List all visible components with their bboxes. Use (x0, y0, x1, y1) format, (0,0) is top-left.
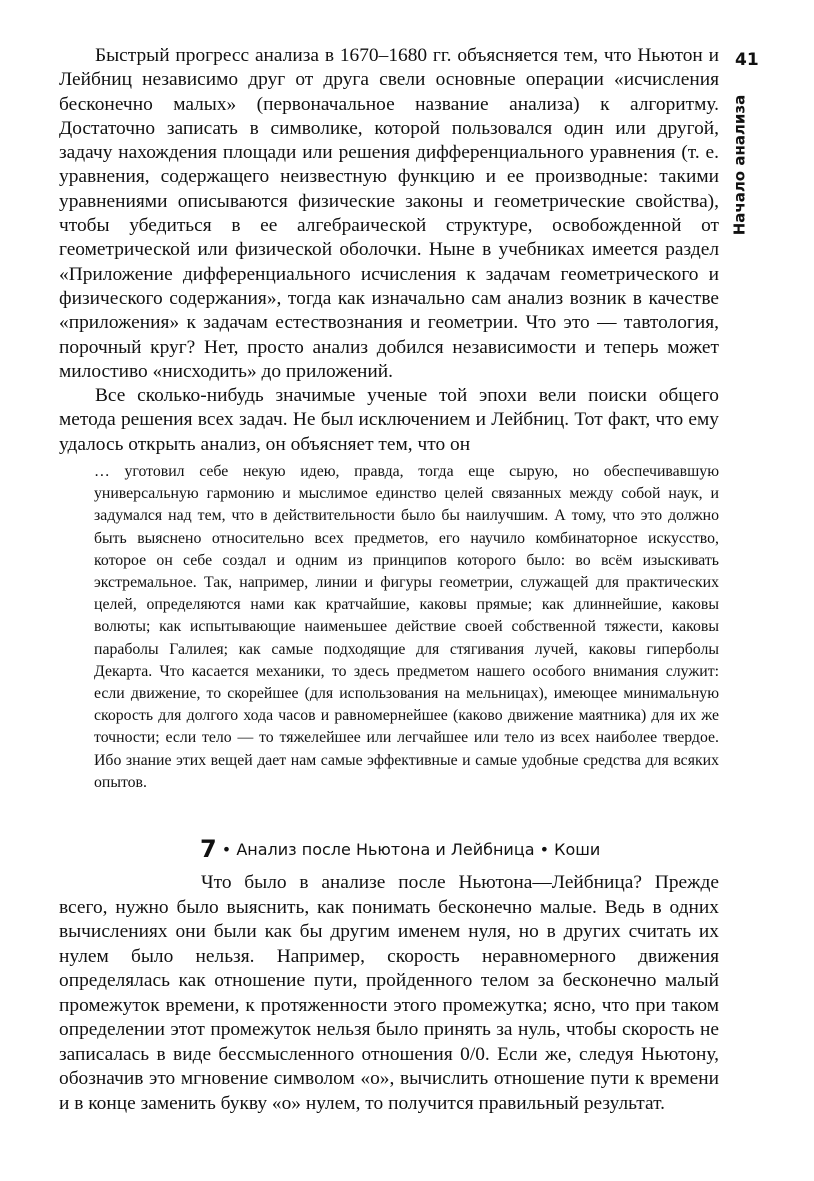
block-quote: … уготовил себе некую идею, правда, тогда еще сырую, но обеспечивавшую универсальную гармонию и мыслимое единство целей связанных между собой наук, и задумался над тем, что в действительности было бы наилучшим. А тому, что это должно быть выяснено относительно всех предметов, его научило комбинаторное искусство, которое он себе создал и одним из принципов которого было: во всём изыскивать экстремальное. Так, например, линии и фигуры геометрии, служащей для практических целей, определяются нами как кратчайшие, каковы прямые; как длиннейшие, каковы волюты; как испытывающие наименьшее действие своей собственной тяжести, каковы параболы Галилея; как самые подходящие для стягивания лучей, каковы гиперболы Декарта. Что касается механики, то здесь предметом нашего особого внимания служит: если движение, то скорейшее (для использования на мельницах), имеющее минимальную скорость для долгого хода часов и равномернейшее (каково движение маятника) для их же точности; если тело — то тяжелейшее или легчайшее или тело из всех наиболее твердое. Ибо знание этих вещей дает нам самые эффективные и самые удобные средства для всяких опытов. (94, 463, 719, 791)
main-text (59, 44, 719, 457)
section-body (59, 871, 719, 1116)
page-number: 41 (735, 50, 759, 70)
running-head-label: Начало анализа (730, 94, 748, 236)
section-title: • Анализ после Ньютона и Лейбница • Коши (221, 840, 601, 859)
section-heading (200, 835, 600, 863)
section-number: 7 (200, 835, 217, 863)
paragraph: Быстрый прогресс анализа в 1670–1680 гг. объясняется тем, что Ньютон и Лейбниц независимо друг от друга свели основные операции «исчисления бесконечно малых» (первоначальное название анализа) к алгоритму. Достаточно записать в символике, которой пользовался один или другой, задачу нахождения площади или решения дифференциального уравнения (т. е. уравнения, содержащего неизвестную функцию и ее производные: такими уравнениями описываются физические законы и геометрические свойства), чтобы убедиться в ее алгебраической структуре, освобожденной от геометрической или физической оболочки. Ныне в учебниках имеется раздел «Приложение дифференциального исчисления к задачам геометрического и физического содержания», тогда как изначально сам анализ возник в качестве «приложения» к задачам естествознания и геометрии. Что это — тавтология, порочный круг? Нет, просто анализ добился независимости и теперь может милостиво «нисходить» до приложений. (59, 45, 719, 382)
running-head (724, 94, 754, 236)
paragraph: Все сколько-нибудь значимые ученые той эпохи вели поиски общего метода решения всех задач. Не был исключением и Лейбниц. Тот факт, что ему удалось открыть анализ, он объясняет тем, что он (59, 385, 719, 455)
paragraph: Что было в анализе после Ньютона—Лейбница? Прежде всего, нужно было выяснить, как понимать бесконечно малые. Ведь в одних вычислениях они были как бы другим именем нуля, но в других считать их нулем было нельзя. Например, скорость неравномерного движения определялась как отношение пути, пройденного телом за бесконечно малый промежуток времени, к протяженности этого промежутка; ясно, что при таком определении этот промежуток нельзя было принять за нуль, чтобы скорость не записалась в виде бессмысленного отношения 0/0. Если же, следуя Ньютону, обозначив это мгновение символом «о», вычислить отношение пути к времени и в конце заменить букву «о» нулем, то получится правильный результат. (59, 872, 719, 1114)
